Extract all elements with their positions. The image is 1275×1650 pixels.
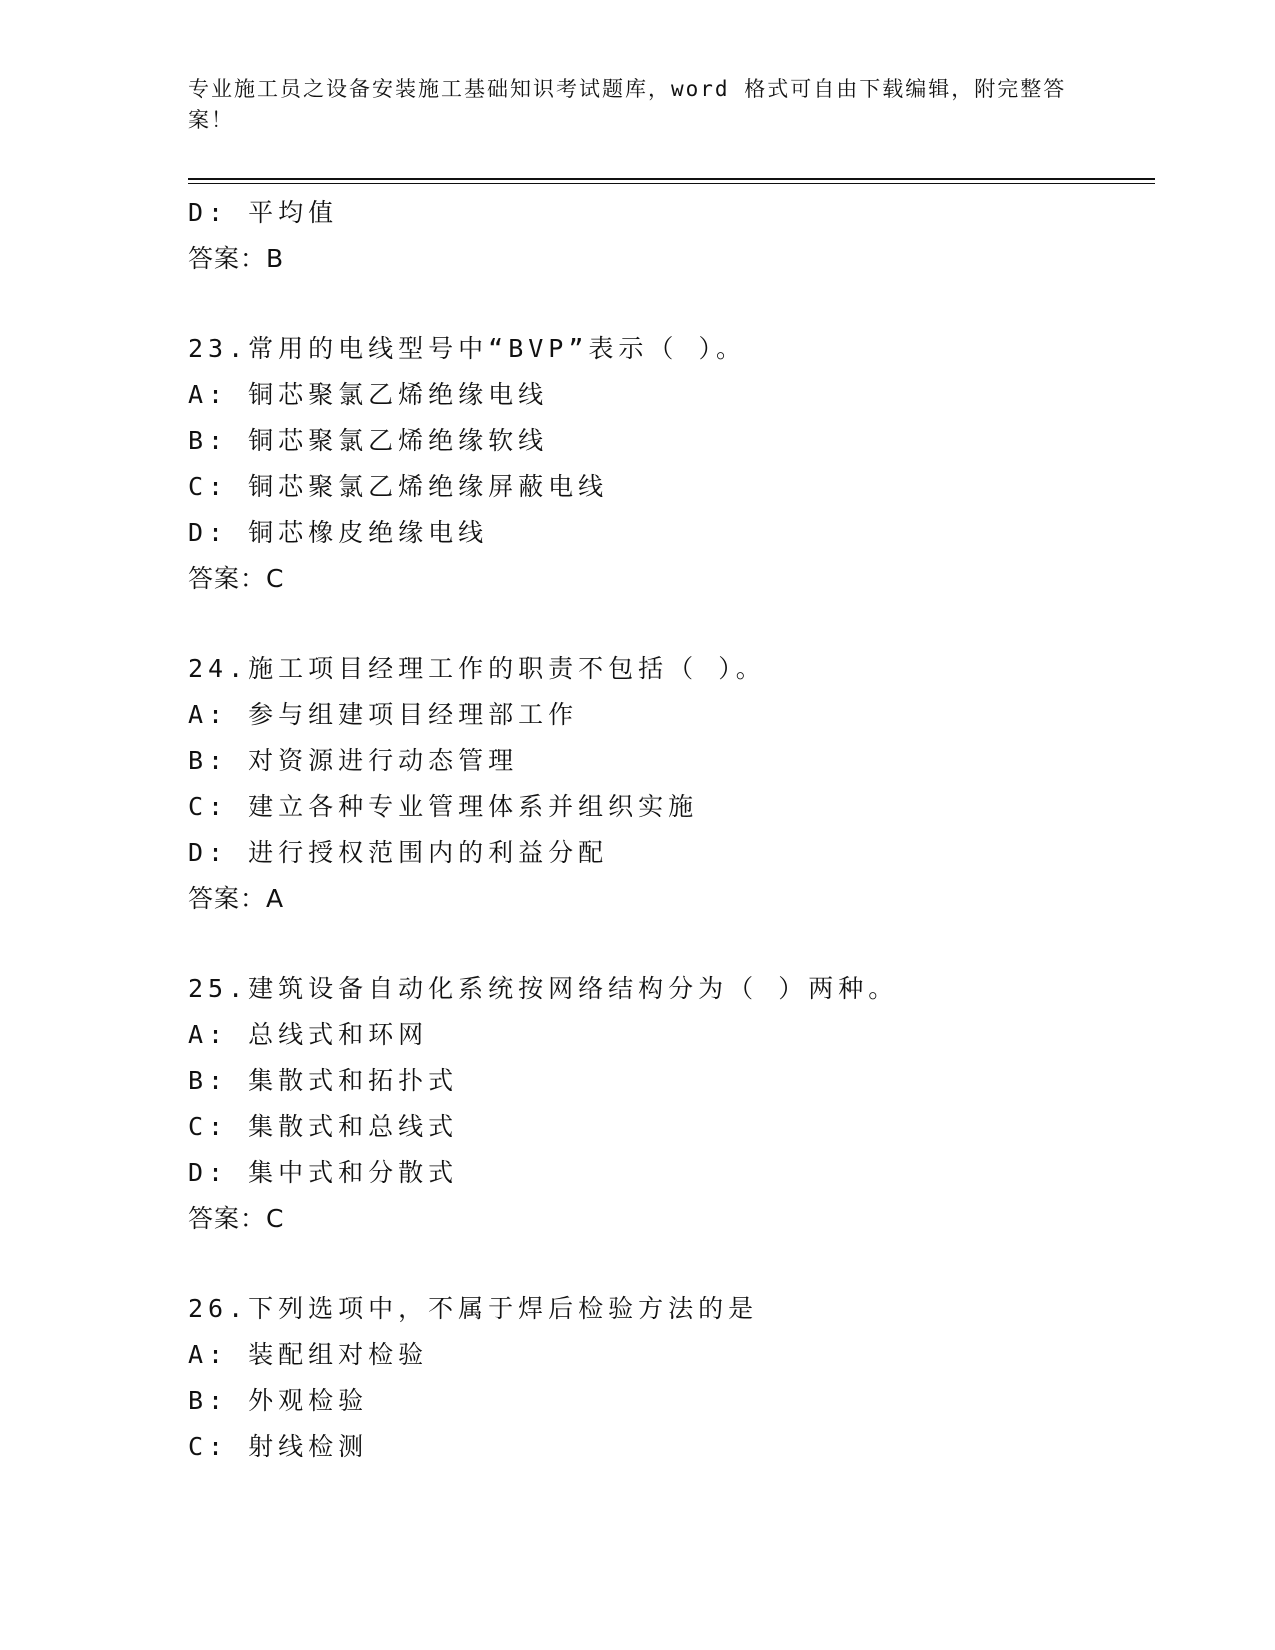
question-text: 23.常用的电线型号中“BVP”表示（ ）。	[188, 334, 746, 363]
option-d: D: 铜芯橡皮绝缘电线	[188, 518, 489, 547]
question-text: 25.建筑设备自动化系统按网络结构分为（ ）两种。	[188, 974, 899, 1003]
option-c: C: 铜芯聚氯乙烯绝缘屏蔽电线	[188, 472, 609, 501]
option-a: A: 参与组建项目经理部工作	[188, 700, 579, 729]
question-block	[188, 646, 1148, 922]
question-text: 26.下列选项中，不属于焊后检验方法的是	[188, 1294, 759, 1323]
block-spacer	[188, 602, 1148, 646]
option-a: A: 总线式和环网	[188, 1020, 429, 1049]
answer-line: 答案：C	[188, 564, 285, 593]
answer-line: 答案：A	[188, 884, 285, 913]
option-b: B: 对资源进行动态管理	[188, 746, 519, 775]
option-c: C: 集散式和总线式	[188, 1112, 459, 1141]
option-d: D: 进行授权范围内的利益分配	[188, 838, 609, 867]
block-spacer	[188, 282, 1148, 326]
block-spacer	[188, 1242, 1148, 1286]
option-b: B: 铜芯聚氯乙烯绝缘软线	[188, 426, 549, 455]
question-text: 24.施工项目经理工作的职责不包括（ ）。	[188, 654, 766, 683]
header-divider-thick	[188, 178, 1155, 180]
block-spacer	[188, 922, 1148, 966]
answer-line: 答案：B	[188, 244, 285, 273]
question-list	[188, 190, 1148, 1470]
option-b: B: 外观检验	[188, 1386, 369, 1415]
option-d: D: 平均值	[188, 198, 339, 227]
question-block	[188, 966, 1148, 1242]
option-c: C: 建立各种专业管理体系并组织实施	[188, 792, 699, 821]
option-a: A: 铜芯聚氯乙烯绝缘电线	[188, 380, 549, 409]
option-c: C: 射线检测	[188, 1432, 369, 1461]
option-d: D: 集中式和分散式	[188, 1158, 459, 1187]
question-block	[188, 190, 1148, 282]
question-block	[188, 1286, 1148, 1470]
answer-line: 答案：C	[188, 1204, 285, 1233]
option-b: B: 集散式和拓扑式	[188, 1066, 459, 1095]
question-block	[188, 326, 1148, 602]
document-header: 专业施工员之设备安装施工基础知识考试题库，word 格式可自由下载编辑，附完整答案！	[188, 77, 1067, 132]
option-a: A: 装配组对检验	[188, 1340, 429, 1369]
header-divider-thin	[188, 183, 1155, 184]
